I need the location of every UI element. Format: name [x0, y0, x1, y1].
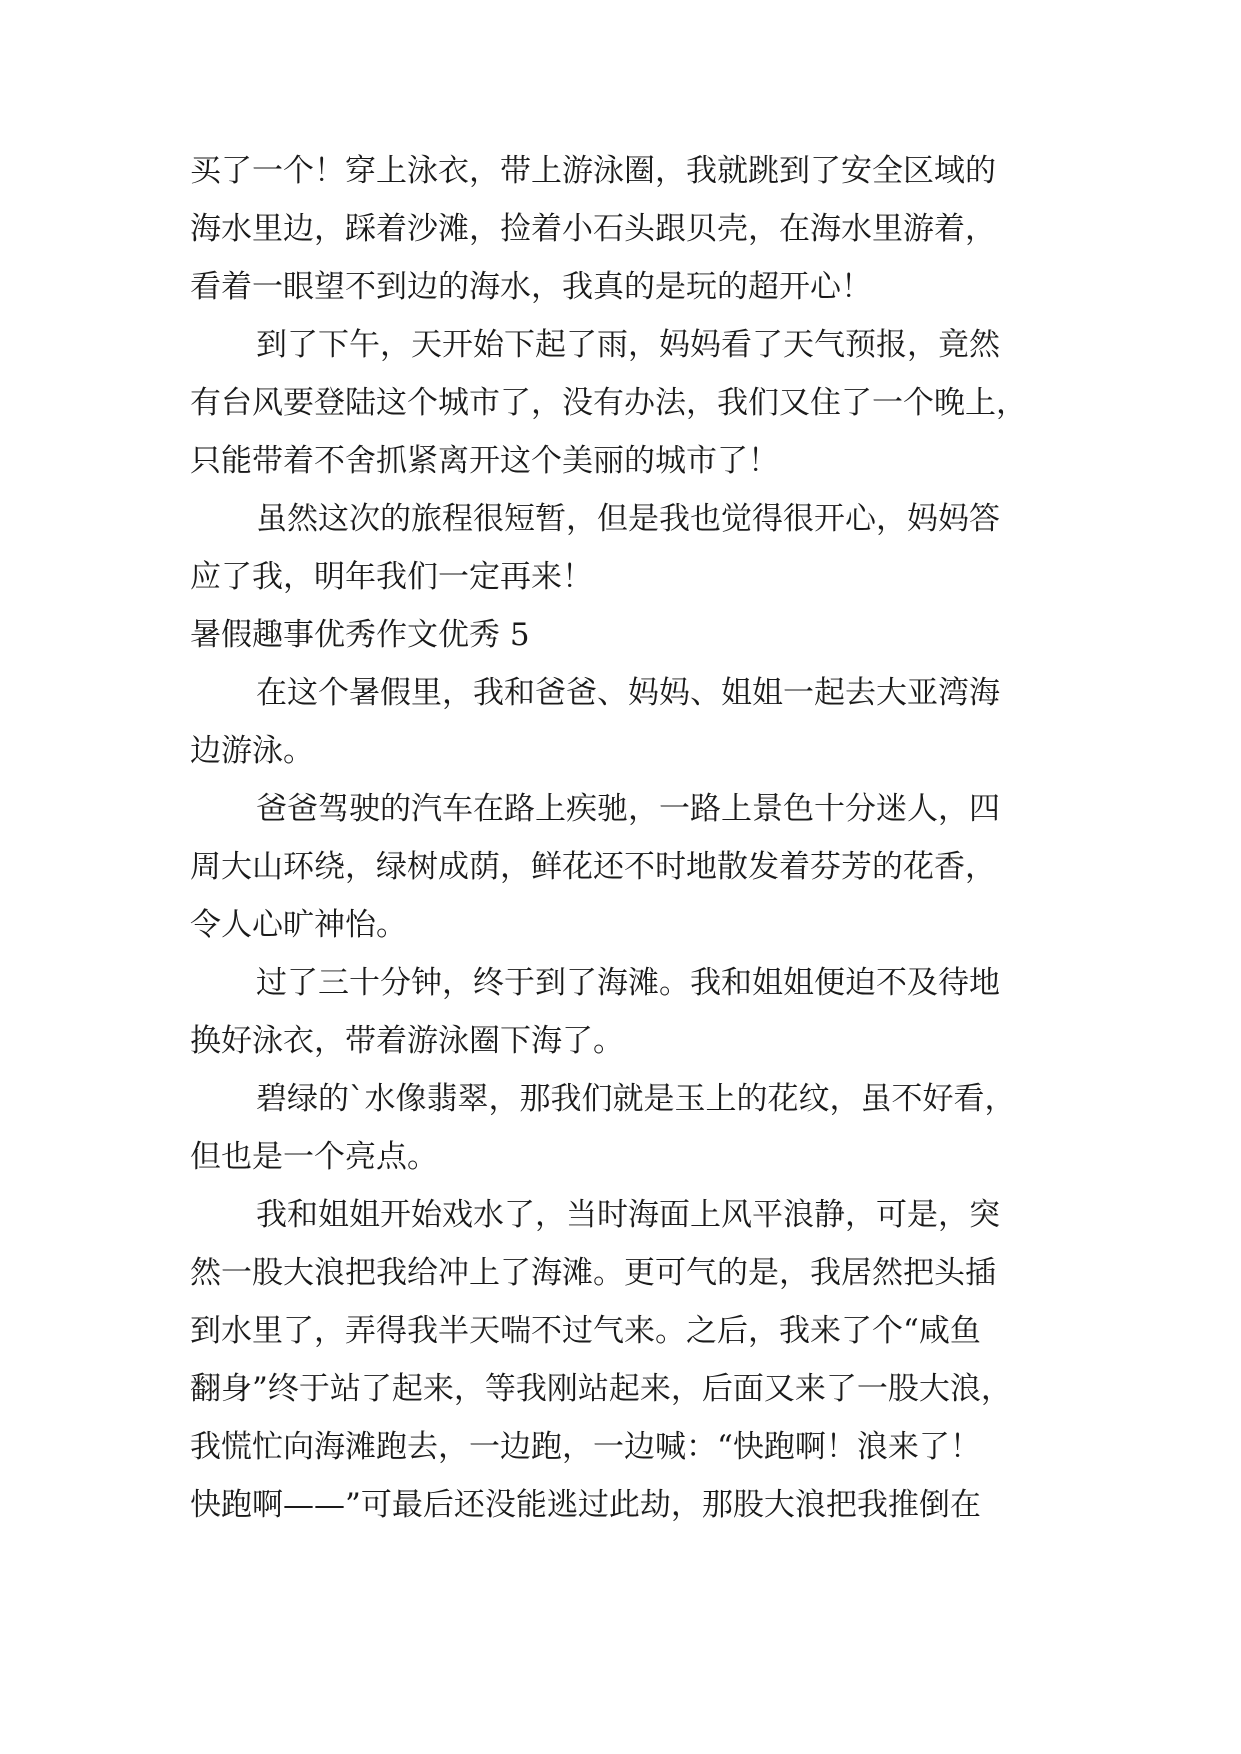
text-line: 买了一个！穿上泳衣，带上游泳圈，我就跳到了安全区域的	[190, 153, 996, 189]
text-line: 换好泳衣，带着游泳圈下海了。	[190, 1023, 624, 1059]
paragraph-first-line: 到了下午，天开始下起了雨，妈妈看了天气预报，竟然	[256, 327, 1000, 363]
text-line: 但也是一个亮点。	[190, 1139, 438, 1175]
paragraph-first-line: 在这个暑假里，我和爸爸、妈妈、姐姐一起去大亚湾海	[256, 675, 1000, 711]
text-line: 有台风要登陆这个城市了，没有办法，我们又住了一个晚上，	[190, 385, 1027, 421]
text-line: 边游泳。	[190, 733, 314, 769]
text-line: 海水里边，踩着沙滩，捡着小石头跟贝壳，在海水里游着，	[190, 211, 996, 247]
paragraph-first-line: 我和姐姐开始戏水了，当时海面上风平浪静，可是，突	[256, 1197, 1000, 1233]
paragraph-first-line: 过了三十分钟，终于到了海滩。我和姐姐便迫不及待地	[256, 965, 1000, 1001]
text-line: 周大山环绕，绿树成荫，鲜花还不时地散发着芬芳的花香，	[190, 849, 996, 885]
text-line: 只能带着不舍抓紧离开这个美丽的城市了！	[190, 443, 779, 479]
text-line: 我慌忙向海滩跑去，一边跑，一边喊：“快跑啊！浪来了！	[190, 1429, 981, 1465]
text-line: 翻身”终于站了起来，等我刚站起来，后面又来了一股大浪，	[190, 1371, 1012, 1407]
text-line: 应了我，明年我们一定再来！	[190, 559, 593, 595]
text-line: 令人心旷神怡。	[190, 907, 407, 943]
text-line: 到水里了，弄得我半天喘不过气来。之后，我来了个“咸鱼	[190, 1313, 981, 1349]
paragraph-first-line: 虽然这次的旅程很短暂，但是我也觉得很开心，妈妈答	[256, 501, 1000, 537]
paragraph-first-line: 爸爸驾驶的汽车在路上疾驰，一路上景色十分迷人，四	[256, 791, 1000, 827]
paragraph-first-line: 碧绿的`水像翡翠，那我们就是玉上的花纹，虽不好看，	[256, 1081, 1016, 1117]
section-heading: 暑假趣事优秀作文优秀 5	[190, 617, 530, 653]
text-line: 然一股大浪把我给冲上了海滩。更可气的是，我居然把头插	[190, 1255, 996, 1291]
text-line: 看着一眼望不到边的海水，我真的是玩的超开心！	[190, 269, 872, 305]
text-line: 快跑啊——”可最后还没能逃过此劫，那股大浪把我推倒在	[190, 1487, 981, 1523]
